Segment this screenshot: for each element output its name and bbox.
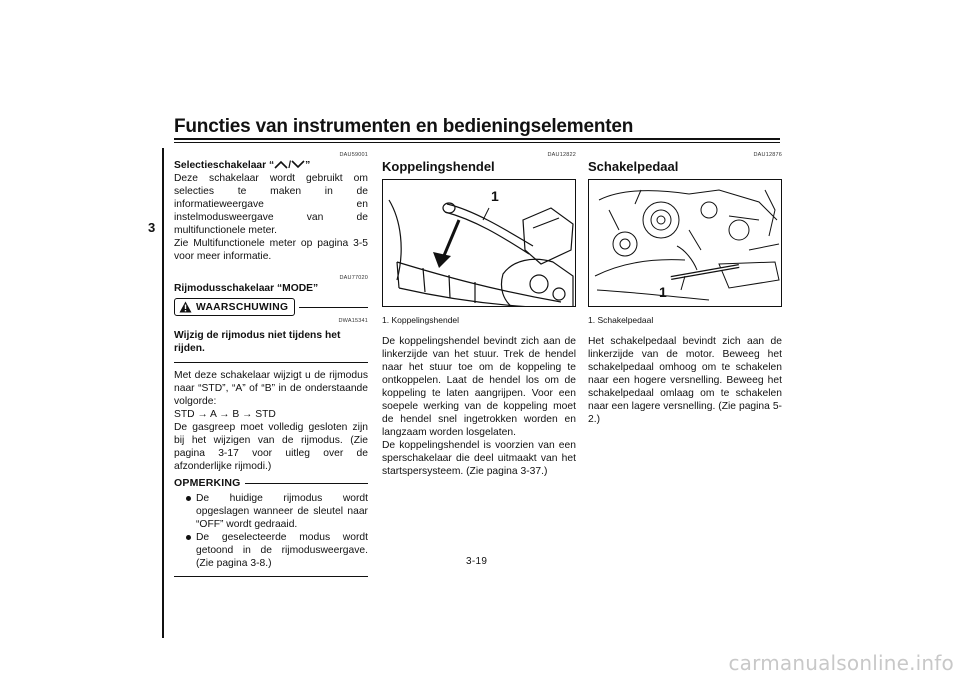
note-item: De geselecteerde modus wordt getoond in de rijmodusweergave. (Zie pagina 3-8.) bbox=[174, 531, 368, 570]
chapter-bar bbox=[162, 148, 164, 638]
shift-pedal-title: Schakelpedaal bbox=[588, 159, 679, 174]
shift-pedal-text: Het schakelpedaal bevindt zich aan de linkerzijde van de motor. Beweeg het schakelpedaal omhoog om te schakelen naar een hogere versnelling. Beweeg het schakelpedaal omlaag om te schakelen naar een lagere versnelling. (Zie pagina 5-2.) bbox=[588, 336, 782, 425]
ref-code: DAU59001 bbox=[339, 152, 368, 158]
shift-pedal-illustration bbox=[589, 180, 782, 307]
selection-reference: Zie Multifunctionele meter op pagina 3-5 voor meer informatie. bbox=[174, 238, 368, 262]
warning-rule bbox=[299, 307, 368, 308]
shift-pedal-figure bbox=[588, 179, 782, 307]
mode-text: Met deze schakelaar wijzigt u de rijmodus naar “STD”, “A” of “B” in de onderstaande volgorde: bbox=[174, 370, 368, 407]
heading-text-end: ” bbox=[305, 160, 311, 171]
watermark: carmanualsonline.info bbox=[728, 651, 954, 675]
clutch-text-2: De koppelingshendel is voorzien van een sperschakelaar die deel uitmaakt van het startspersysteem. (Zie pagina 3-37.) bbox=[382, 440, 576, 477]
header-rule-thin bbox=[174, 142, 780, 143]
clutch-lever-figure bbox=[382, 179, 576, 307]
column-3 bbox=[588, 152, 782, 426]
ref-code: DAU12876 bbox=[753, 152, 782, 158]
warning-text: Wijzig de rijmodus niet tijdens het rijden. bbox=[174, 330, 341, 354]
clutch-lever-illustration bbox=[383, 180, 576, 307]
heading-separator: / bbox=[288, 160, 292, 171]
figure-callout: 1 bbox=[659, 284, 667, 300]
warning-end-rule bbox=[174, 362, 368, 363]
warning-label: WAARSCHUWING bbox=[196, 301, 289, 313]
clutch-text-1: De koppelingshendel bevindt zich aan de linkerzijde van het stuur. Trek de hendel naar het stuur toe om de koppeling te ontkoppelen. Laat de hendel los om de koppeling te laten aangrijpen. Voor een soepele werking van de koppeling moet de hendel snel ingetrokken worden en langzaam worden losgelaten. bbox=[382, 336, 576, 438]
ref-code: DAU12822 bbox=[547, 152, 576, 158]
note-header bbox=[174, 477, 368, 490]
column-2 bbox=[382, 152, 576, 478]
clutch-lever-title: Koppelingshendel bbox=[382, 159, 495, 174]
note-list bbox=[174, 492, 368, 570]
selection-text: Deze schakelaar wordt gebruikt om selecties te maken in de informatieweergave en instelmodusweergave van de multifunctionele meter. bbox=[174, 173, 368, 236]
figure-caption: 1. Schakelpedaal bbox=[588, 315, 654, 325]
warning-badge bbox=[174, 298, 295, 316]
chapter-number: 3 bbox=[148, 220, 156, 235]
note-end-rule bbox=[174, 576, 368, 577]
page-header-title: Functies van instrumenten en bedieningselementen bbox=[174, 116, 634, 137]
warning-triangle-icon bbox=[179, 301, 192, 313]
figure-callout: 1 bbox=[491, 188, 499, 204]
mode-sequence: STD → A → B → STD bbox=[174, 409, 276, 420]
note-rule bbox=[245, 483, 368, 484]
mode-text-2: De gasgreep moet volledig gesloten zijn bij het wijzigen van de rijmodus. (Zie pagina 3-17 voor uitleg over de afzonderlijke rijmodi.) bbox=[174, 422, 368, 472]
figure-caption: 1. Koppelingshendel bbox=[382, 315, 460, 325]
chevron-down-icon bbox=[291, 160, 305, 169]
ref-code: DAU77020 bbox=[339, 275, 368, 281]
heading-text: Selectieschakelaar “ bbox=[174, 160, 275, 171]
column-1 bbox=[174, 152, 368, 581]
mode-switch-heading: Rijmodusschakelaar “MODE” bbox=[174, 283, 319, 294]
note-item: De huidige rijmodus wordt opgeslagen wanneer de sleutel naar “OFF” wordt gedraaid. bbox=[174, 492, 368, 531]
page-number: 3-19 bbox=[466, 556, 488, 567]
selection-switch-heading bbox=[174, 159, 368, 172]
chevron-up-icon bbox=[274, 160, 288, 169]
note-label: OPMERKING bbox=[174, 477, 241, 489]
warning-header bbox=[174, 298, 368, 316]
chapter-tab bbox=[148, 148, 164, 638]
ref-code: DWA15341 bbox=[338, 318, 368, 324]
header-rule bbox=[174, 138, 780, 140]
